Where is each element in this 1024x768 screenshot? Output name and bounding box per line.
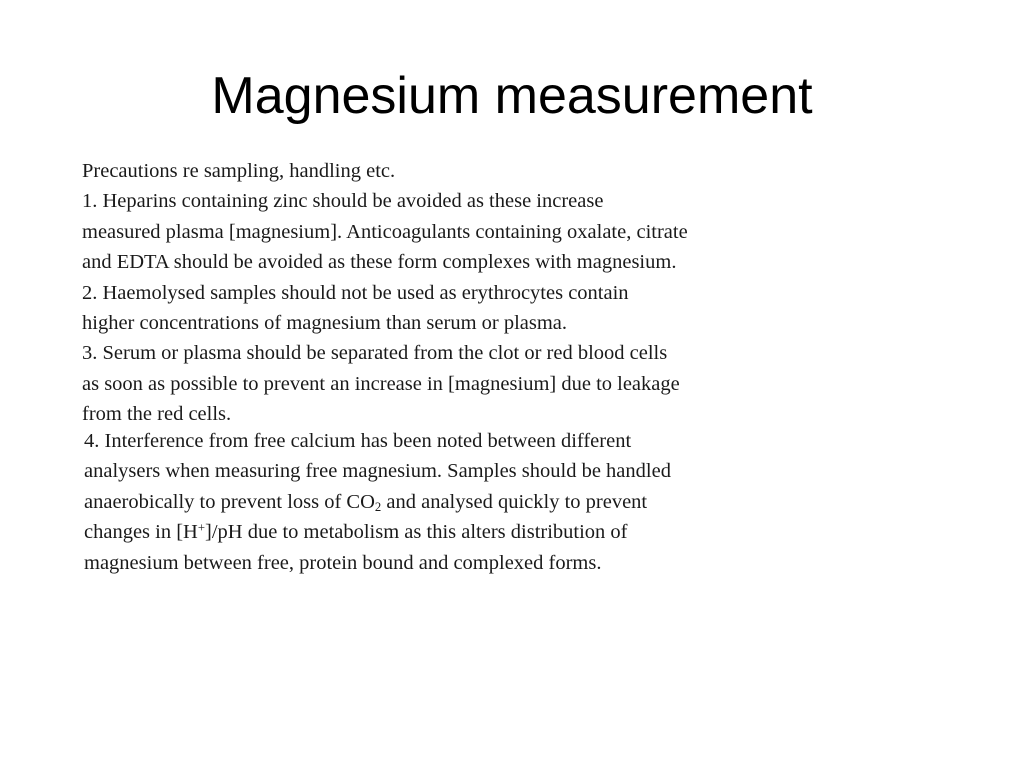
point-4-line-5: magnesium between free, protein bound and complexed forms.	[84, 551, 602, 574]
point-4-text-block	[84, 426, 924, 578]
point-4-line-4-end: ]/pH due to metabolism as this alters distribution of	[205, 521, 628, 544]
hydrogen-ion-superscript: +	[197, 520, 206, 535]
co2-subscript: 2	[374, 499, 382, 514]
point-3-line-2: as soon as possible to prevent an increase in [magnesium] due to leakage	[82, 372, 680, 395]
point-1-line-3: and EDTA should be avoided as these form complexes with magnesium.	[82, 251, 677, 274]
point-4-line-3-start: anaerobically to prevent loss of CO	[84, 490, 375, 513]
point-3-line-1: 3. Serum or plasma should be separated from the clot or red blood cells	[82, 342, 668, 365]
point-4-line-3-end: and analysed quickly to prevent	[381, 490, 648, 513]
point-1-line-1: 1. Heparins containing zinc should be avoided as these increase	[82, 190, 604, 213]
precautions-text-block	[82, 156, 922, 430]
point-2-line-2: higher concentrations of magnesium than serum or plasma.	[82, 312, 568, 335]
point-4-line-3	[84, 487, 924, 517]
point-2-line-1: 2. Haemolysed samples should not be used as erythrocytes contain	[82, 281, 629, 304]
point-4-line-4-start: changes in [H	[84, 521, 198, 544]
point-1-line-2: measured plasma [magnesium]. Anticoagulants containing oxalate, citrate	[82, 220, 688, 243]
point-4-line-2: analysers when measuring free magnesium. Samples should be handled	[84, 460, 671, 483]
point-4-line-1: 4. Interference from free calcium has been noted between different	[84, 430, 632, 452]
point-4-line-4	[84, 517, 924, 547]
slide-title: Magnesium measurement	[211, 67, 813, 125]
precautions-heading: Precautions re sampling, handling etc.	[82, 160, 396, 182]
point-3-line-3: from the red cells.	[82, 403, 232, 426]
